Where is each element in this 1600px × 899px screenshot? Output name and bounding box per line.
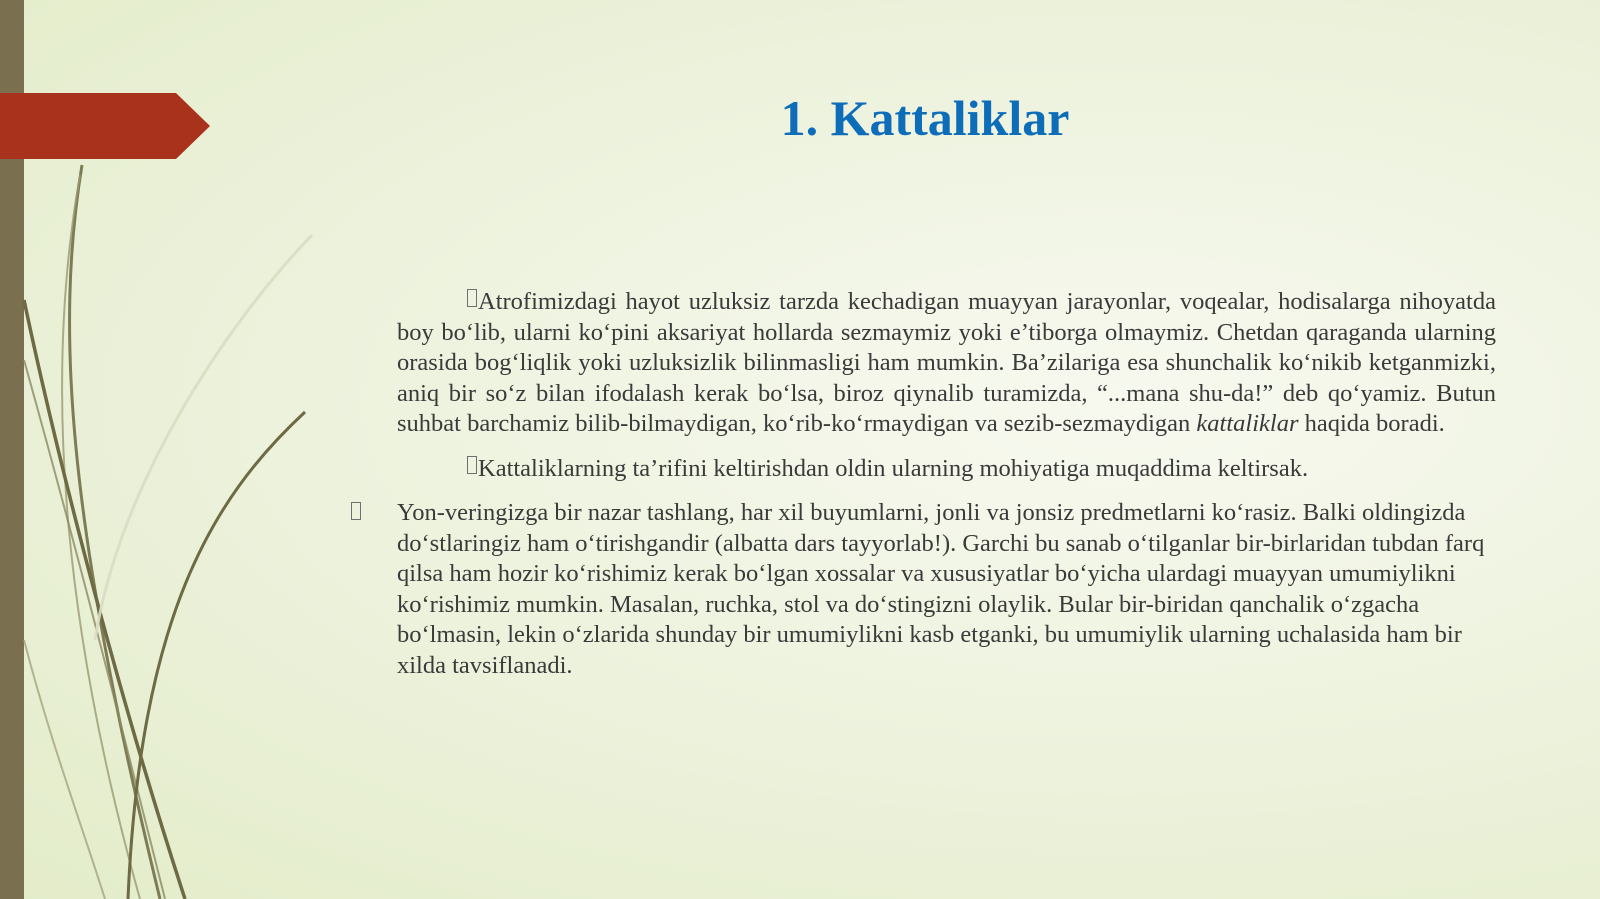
bullet-box-icon (467, 456, 477, 474)
paragraph-2 (397, 454, 1496, 485)
paragraph-1-text: Atrofimizdagi hayot uzluksiz tarzda kechadigan muayyan jarayonlar, voqealar, hodisalarga nihoyatda boy bo‘lib, ularni ko‘pini aksariyat hollarda sezmaymiz yoki e’tiborga olmaymiz. Chetdan qaraganda ularning orasida bog‘liqlik yoki uzluksizlik bilinmasligi ham mumkin. Ba’zilariga esa shunchalik ko‘nikib ketganmizki, aniq bir so‘z bilan ifodalash kerak bo‘lsa, biroz qiynalib turamizda, “...mana shu-da!” deb qo‘yamiz. Butun suhbat barchamiz bilib-bilmaydigan, ko‘rib-ko‘rmaydigan va sezib-sezmaydigan (397, 288, 1496, 437)
bullet-box-icon (467, 289, 477, 307)
paragraph-2-text: Kattaliklarning ta’rifini keltirishdan oldin ularning mohiyatiga muqaddima keltirsak. (478, 454, 1309, 482)
slide-title: 1. Kattaliklar (780, 90, 1070, 146)
paragraph-1 (397, 287, 1496, 440)
bullet-box-icon (351, 502, 361, 520)
slide-body (350, 287, 1496, 695)
paragraph-3 (397, 498, 1496, 681)
red-arrow-tag (0, 93, 210, 159)
paragraph-1-text-end: haqida boradi. (1298, 410, 1445, 437)
paragraph-3-text: Yon-veringizga bir nazar tashlang, har xil buyumlarni, jonli va jonsiz predmetlarni ko‘rasiz. Balki oldingizda do‘stlaringiz ham o‘tirishgandir (albatta dars tayyorlab!). Garchi bu sanab o‘tilganlar bir-birlaridan tubdan farq qilsa ham hozir ko‘rishimiz kerak bo‘lgan xossalar va xususiyatlar bo‘yicha ulardagi muayyan umumiylikni ko‘rishimiz mumkin. Masalan, ruchka, stol va do‘stingizni olaylik. Bular bir-biridan qanchalik o‘zgacha bo‘lmasin, lekin o‘zlarida shunday bir umumiylikni kasb etganki, bu umumiylik ularning uchalasida ham bir xilda tavsiflanadi. (397, 499, 1485, 679)
paragraph-1-italic-term: kattaliklar (1196, 410, 1299, 437)
